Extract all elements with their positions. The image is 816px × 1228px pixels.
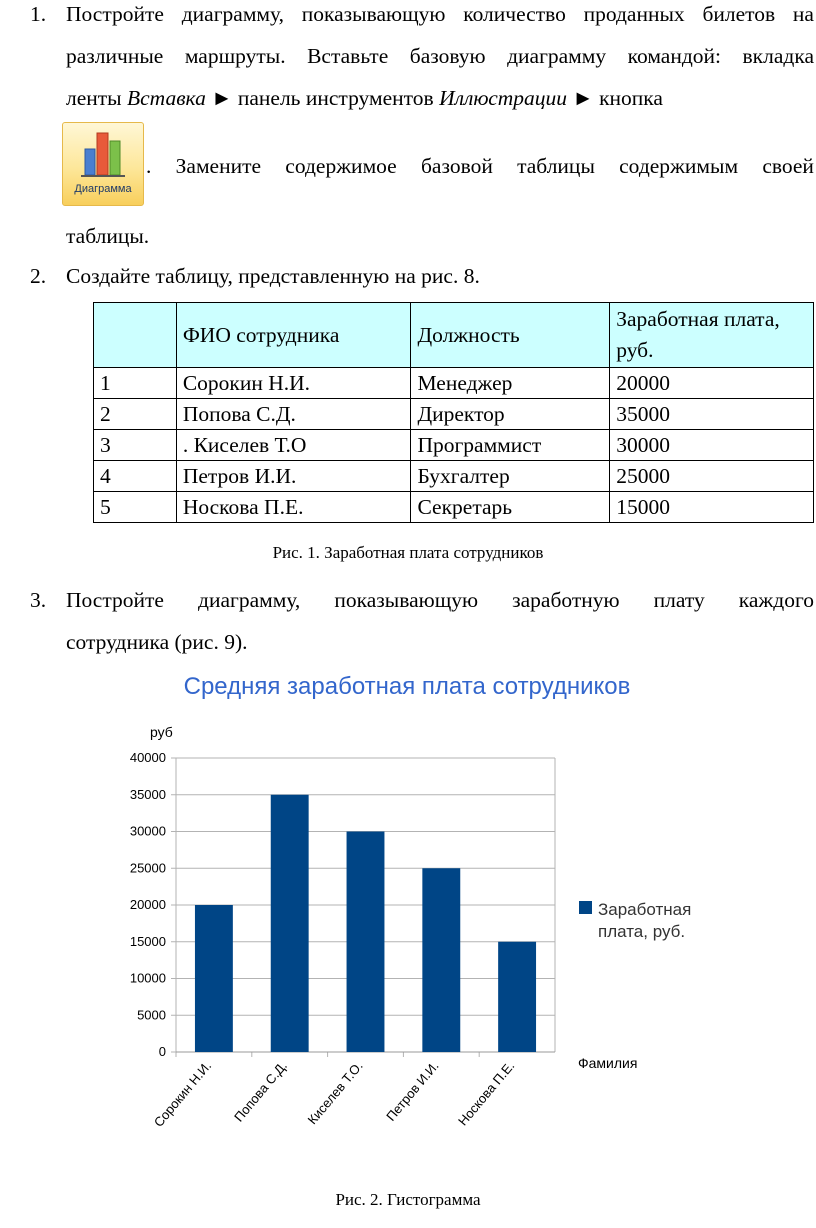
y-tick-label: 30000 bbox=[129, 823, 166, 839]
table-row bbox=[94, 461, 814, 492]
table-row bbox=[94, 399, 814, 430]
y-tick-label: 0 bbox=[158, 1044, 166, 1059]
table-row bbox=[94, 368, 814, 399]
task-1-line-5: таблицы. bbox=[66, 224, 150, 248]
x-axis-label: Фамилия bbox=[578, 1055, 638, 1071]
task-2-number: 2. bbox=[30, 264, 47, 288]
table-row bbox=[94, 492, 814, 523]
task-1-number: 1. bbox=[30, 2, 47, 26]
task-3-number: 3. bbox=[30, 588, 47, 612]
salary-table bbox=[93, 302, 814, 523]
task-2-text: Создайте таблицу, представленную на рис. 8. bbox=[66, 264, 480, 288]
table-cell: 3 bbox=[94, 430, 177, 461]
bar bbox=[271, 795, 309, 1052]
table-cell: Секретарь bbox=[411, 492, 610, 523]
figure-caption-2: Рис. 2. Гистограмма bbox=[335, 1190, 481, 1209]
table-cell: . Киселев Т.О bbox=[176, 430, 411, 461]
x-tick-label: Носкова П.Е. bbox=[455, 1058, 518, 1129]
salary-bar-chart bbox=[0, 660, 816, 1180]
table-header-cell bbox=[94, 303, 177, 368]
table-cell: 4 bbox=[94, 461, 177, 492]
chart-legend bbox=[579, 900, 691, 941]
table-cell: 5 bbox=[94, 492, 177, 523]
table-cell: 30000 bbox=[610, 430, 814, 461]
bar bbox=[498, 942, 536, 1052]
task-1-line-1: Постройте диаграмму, показывающую количество проданных билетов на bbox=[66, 2, 814, 26]
bar bbox=[347, 832, 385, 1053]
task-1-line-2: различные маршруты. Вставьте базовую диаграмму командой: вкладка bbox=[66, 44, 814, 68]
y-tick-label: 40000 bbox=[129, 750, 166, 765]
y-tick-label: 5000 bbox=[137, 1007, 166, 1023]
table-cell: Носкова П.Е. bbox=[176, 492, 411, 523]
figure-caption-1: Рис. 1. Заработная плата сотрудников bbox=[272, 543, 544, 562]
task-3-line-2: сотрудника (рис. 9). bbox=[66, 630, 248, 654]
y-tick-label: 10000 bbox=[129, 970, 166, 986]
table-cell: 25000 bbox=[610, 461, 814, 492]
task-1-line-3: ленты Вставка ► панель инструментов Иллюстрации ► кнопка bbox=[66, 86, 663, 110]
legend-swatch bbox=[579, 901, 592, 914]
chart-title: Средняя заработная плата сотрудников bbox=[183, 673, 631, 700]
y-tick-label: 35000 bbox=[129, 786, 166, 802]
table-row bbox=[94, 430, 814, 461]
table-cell: Директор bbox=[411, 399, 610, 430]
table-cell: Петров И.И. bbox=[176, 461, 411, 492]
bar bbox=[195, 905, 233, 1052]
table-cell: 15000 bbox=[610, 492, 814, 523]
ribbon-tab-insert: Вставка bbox=[127, 86, 206, 110]
bar-chart-icon bbox=[63, 125, 145, 185]
ribbon-group-illustrations: Иллюстрации bbox=[439, 86, 568, 110]
table-cell: Бухгалтер bbox=[411, 461, 610, 492]
table-header-cell: ФИО сотрудника bbox=[176, 303, 411, 368]
table-cell: 2 bbox=[94, 399, 177, 430]
table-header-cell: Заработная плата, руб. bbox=[610, 303, 814, 368]
y-tick-label: 15000 bbox=[129, 933, 166, 949]
table-header-cell: Должность bbox=[411, 303, 610, 368]
table-cell: Попова С.Д. bbox=[176, 399, 411, 430]
x-tick-label: Сорокин Н.И. bbox=[150, 1058, 215, 1130]
table-cell: Менеджер bbox=[411, 368, 610, 399]
table-cell: Программист bbox=[411, 430, 610, 461]
task-1-line-4: . Замените содержимое базовой таблицы содержимым своей bbox=[146, 154, 814, 178]
legend-label-line-2: плата, руб. bbox=[598, 922, 686, 941]
x-tick-label: Петров И.И. bbox=[383, 1058, 442, 1124]
bar bbox=[422, 868, 460, 1052]
y-axis-label: руб bbox=[150, 724, 173, 740]
table-cell: 1 bbox=[94, 368, 177, 399]
legend-label-line-1: Заработная bbox=[598, 900, 692, 919]
table-header-row bbox=[94, 303, 814, 368]
table-cell: Сорокин Н.И. bbox=[176, 368, 411, 399]
y-tick-label: 25000 bbox=[129, 860, 166, 876]
chart-button[interactable] bbox=[62, 122, 144, 206]
table-cell: 20000 bbox=[610, 368, 814, 399]
x-tick-label: Попова С.Д. bbox=[231, 1058, 290, 1125]
table-cell: 35000 bbox=[610, 399, 814, 430]
y-tick-label: 20000 bbox=[129, 897, 166, 912]
chart-button-label: Диаграмма bbox=[74, 183, 132, 195]
task-3-line-1: Постройте диаграмму, показывающую заработную плату каждого bbox=[66, 588, 814, 612]
x-tick-label: Киселев Т.О. bbox=[304, 1058, 366, 1128]
